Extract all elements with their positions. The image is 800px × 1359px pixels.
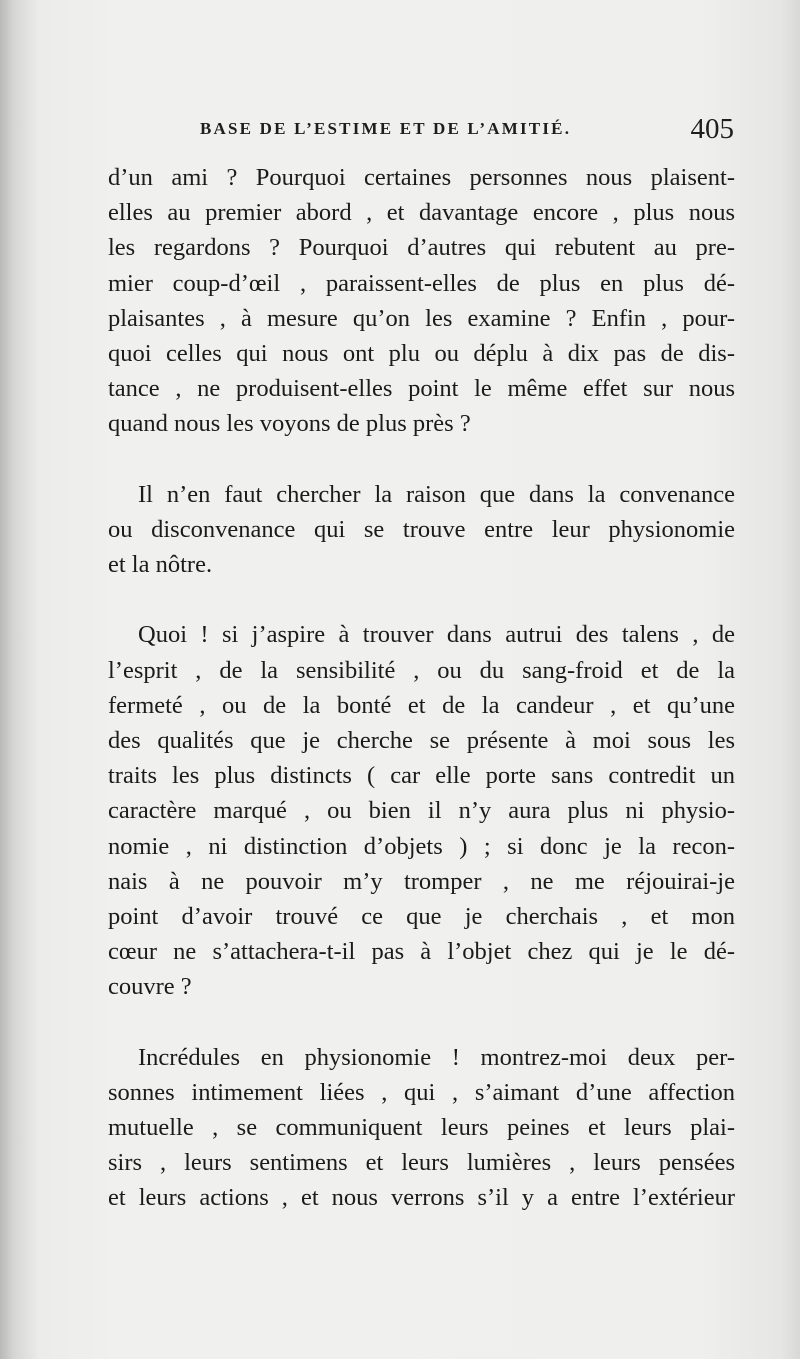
paragraph-gap <box>108 1005 735 1040</box>
paragraph <box>108 1040 735 1216</box>
text-line: les regardons ? Pourquoi d’autres qui rebutent au pre- <box>108 234 735 262</box>
running-title: BASE DE L’ESTIME ET DE L’AMITIÉ. <box>200 119 572 138</box>
text-line: quoi celles qui nous ont plu ou déplu à dix pas de dis- <box>108 339 735 367</box>
text-line: couvre ? <box>108 973 192 1001</box>
text-line: sirs , leurs sentimens et leurs lumières , leurs pensées <box>108 1149 735 1177</box>
text-line: plaisantes , à mesure qu’on les examine ? Enfin , pour- <box>108 304 735 332</box>
running-head <box>200 113 734 147</box>
paragraph <box>108 477 735 583</box>
text-line: fermeté , ou de la bonté et de la candeur , et qu’une <box>108 691 735 719</box>
paragraph-gap <box>108 582 735 617</box>
text-line: et la nôtre. <box>108 551 213 579</box>
paragraph <box>108 617 735 1004</box>
page-number: 405 <box>690 113 734 145</box>
body-text <box>108 160 735 1216</box>
text-line: Incrédules en physionomie ! montrez-moi deux per- <box>138 1043 735 1071</box>
text-line: nais à ne pouvoir m’y tromper , ne me réjouirai-je <box>108 867 735 895</box>
text-line: quand nous les voyons de plus près ? <box>108 410 471 438</box>
text-line: point d’avoir trouvé ce que je cherchais , et mon <box>108 902 735 930</box>
text-line: Quoi ! si j’aspire à trouver dans autrui des talens , de <box>138 621 735 649</box>
text-line: ou disconvenance qui se trouve entre leur physionomie <box>108 515 735 543</box>
text-line: mier coup-d’œil , paraissent-elles de plus en plus dé- <box>108 269 735 297</box>
text-line: traits les plus distincts ( car elle porte sans contredit un <box>108 762 735 790</box>
text-line: Il n’en faut chercher la raison que dans la convenance <box>138 480 735 508</box>
text-line: l’esprit , de la sensibilité , ou du sang-froid et de la <box>108 656 735 684</box>
text-line: mutuelle , se communiquent leurs peines et leurs plai- <box>108 1114 735 1142</box>
text-line: caractère marqué , ou bien il n’y aura plus ni physio- <box>108 797 735 825</box>
text-line: nomie , ni distinction d’objets ) ; si donc je la recon- <box>108 832 735 860</box>
text-line: d’un ami ? Pourquoi certaines personnes nous plaisent- <box>108 164 735 191</box>
text-line: des qualités que je cherche se présente à moi sous les <box>108 727 735 754</box>
paragraph-gap <box>108 442 735 477</box>
text-line: sonnes intimement liées , qui , s’aimant d’une affection <box>108 1078 735 1106</box>
text-line: elles au premier abord , et davantage encore , plus nous <box>108 199 735 227</box>
text-line: cœur ne s’attachera-t-il pas à l’objet chez qui je le dé- <box>108 938 735 966</box>
paragraph <box>108 160 735 442</box>
text-line: et leurs actions , et nous verrons s’il y a entre l’extérieur <box>108 1184 735 1212</box>
text-line: tance , ne produisent-elles point le même effet sur nous <box>108 375 735 403</box>
